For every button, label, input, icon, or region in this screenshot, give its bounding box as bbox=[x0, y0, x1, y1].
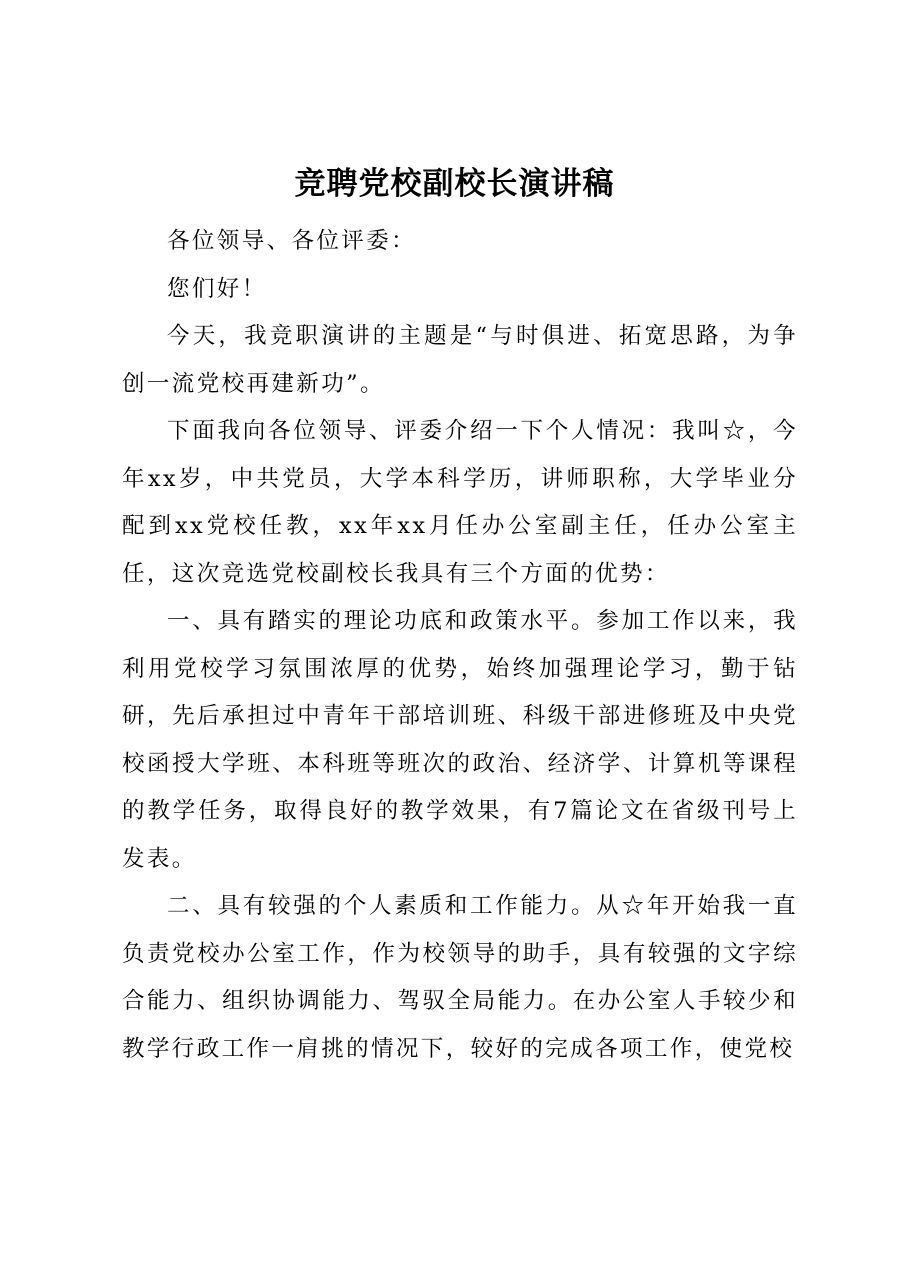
paragraph-advantage-one: 一、具有踏实的理论功底和政策水平。参加工作以来，我利用党校学习氛围浓厚的优势，始终加强理论学习，勤于钻研，先后承担过中青年干部培训班、科级干部进修班及中央党校函授大学班、本科班等班次的政治、经济学、计算机等课程的教学任务，取得良好的教学效果，有7篇论文在省级刊号上发表。 bbox=[122, 608, 798, 872]
paragraph-theme: 今天，我竞职演讲的主题是“与时俱进、拓宽思路，为争创一流党校再建新功”。 bbox=[122, 323, 798, 397]
document-title: 竞聘党校副校长演讲稿 bbox=[294, 166, 615, 202]
paragraph-salutation: 各位领导、各位评委： bbox=[167, 228, 417, 254]
paragraph-advantage-two: 二、具有较强的个人素质和工作能力。从☆年开始我一直负责党校办公室工作，作为校领导的助手，具有较强的文字综合能力、组织协调能力、驾驭全局能力。在办公室人手较少和教学行政工作一肩挑的情况下，较好的完成各项工作，使党校 bbox=[122, 893, 798, 1062]
document-body bbox=[122, 218, 798, 1073]
paragraph-greeting: 您们好！ bbox=[167, 275, 267, 302]
paragraph-introduction: 下面我向各位领导、评委介绍一下个人情况：我叫☆，今年xx岁，中共党员，大学本科学历，讲师职称，大学毕业分配到xx党校任教，xx年xx月任办公室副主任，任办公室主任，这次竞选党校副校长我具有三个方面的优势： bbox=[122, 418, 798, 587]
